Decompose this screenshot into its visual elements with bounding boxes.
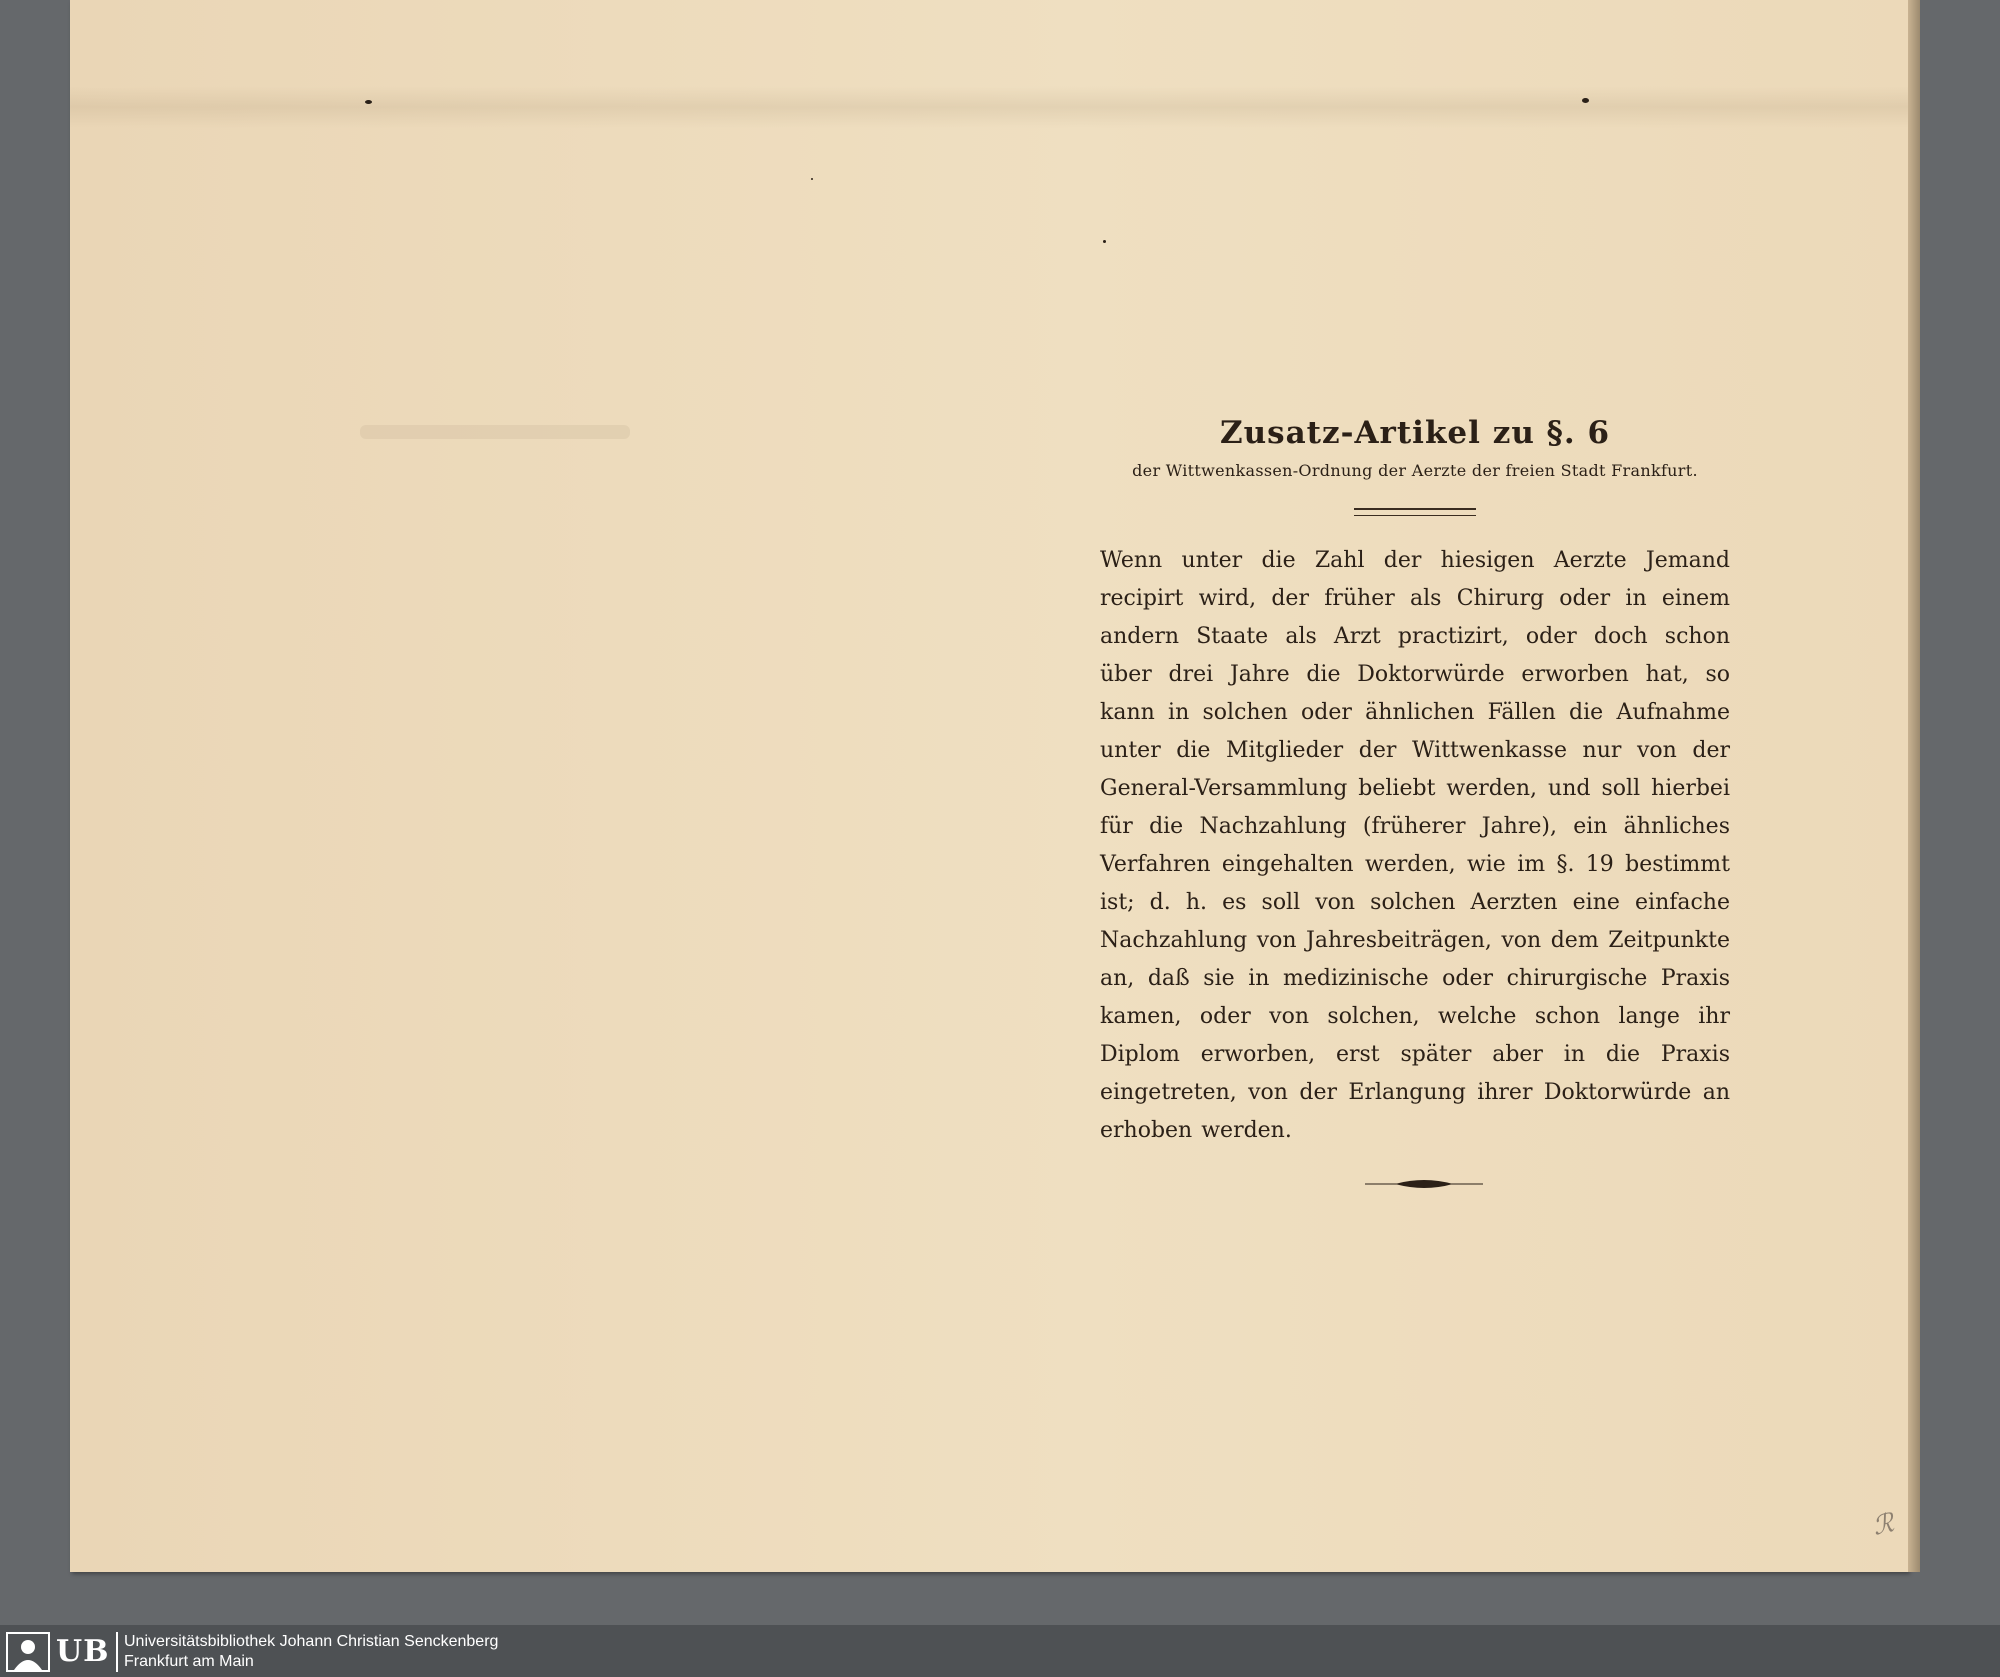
pencil-annotation-mark: ℛ <box>1870 1508 1897 1542</box>
logo-divider <box>116 1632 118 1672</box>
page-edge <box>1908 0 1920 1572</box>
institution-name <box>124 1632 498 1672</box>
article-heading: Zusatz-Artikel zu §. 6 <box>1219 415 1611 451</box>
logo-ub-text: UB <box>56 1634 110 1669</box>
institution-line-1: Universitätsbibliothek Johann Christian Senckenberg <box>124 1633 499 1650</box>
page-fold-shadow <box>70 86 1908 128</box>
institution-line-2: Frankfurt am Main <box>124 1653 254 1670</box>
ink-speck <box>1582 98 1589 103</box>
ink-speck <box>1103 240 1106 243</box>
show-through-text <box>360 425 630 439</box>
library-logo[interactable] <box>6 1632 118 1672</box>
double-rule-divider <box>1354 508 1476 516</box>
article-text-block <box>1100 410 1730 1150</box>
article-subheading: der Wittwenkassen-Ordnung der Aerzte der freien Stadt Frankfurt. <box>1132 461 1698 480</box>
article-paragraph: Wenn unter die Zahl der hiesigen Aerzte Jemand recipirt wird, der früher als Chirurg oder in einem andern Staate als Arzt practizirt, oder doch schon über drei Jahre die Doktorwürde erworben hat, so kann in solchen oder ähnlichen Fällen die Aufnahme unter die Mitglieder der Wittwenkasse nur von der General-Versammlung beliebt werden, und soll hierbei für die Nachzahlung (früherer Jahre), ein ähnliches Verfahren eingehalten werden, wie im §. 19 bestimmt ist; d. h. es soll von solchen Aerzten eine einfache Nachzahlung von Jahresbeiträgen, von dem Zeitpunkte an, daß sie in medizinische oder chirurgische Praxis kamen, oder von solchen, welche schon lange ihr Diplom erworben, erst später aber in die Praxis eingetreten, von der Erlangung ihrer Doktorwürde an erhoben werden. <box>1100 548 1730 1143</box>
closing-ornament <box>1365 1176 1483 1192</box>
ink-speck <box>811 178 813 180</box>
portrait-seal-icon <box>6 1632 50 1672</box>
ink-speck <box>365 100 372 104</box>
